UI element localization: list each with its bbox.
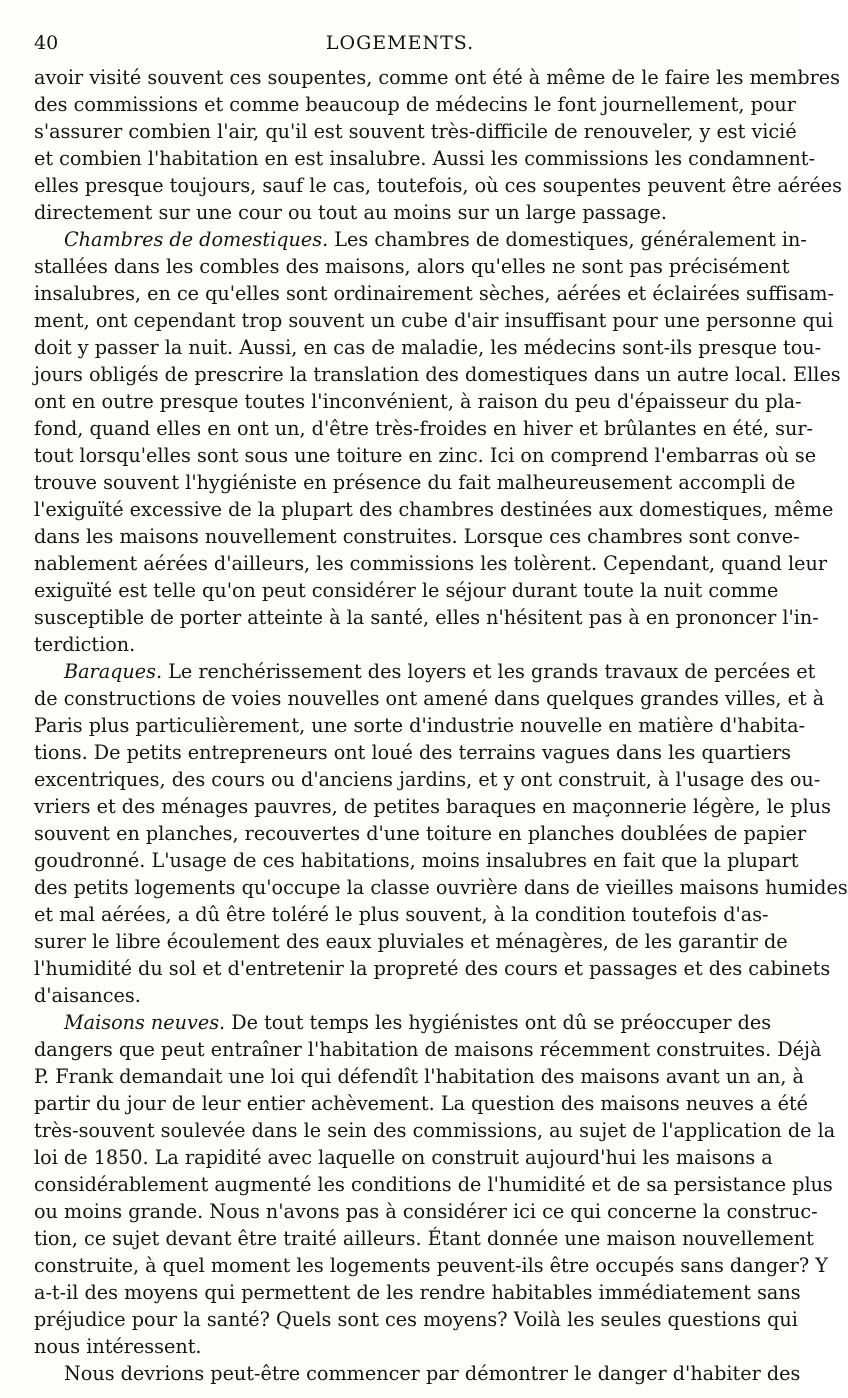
text-line: ou moins grande. Nous n'avons pas à considérer ici ce qui concerne la construc- (34, 1200, 818, 1223)
text-line: insalubres, en ce qu'elles sont ordinairement sèches, aérées et éclairées suffisam- (34, 282, 834, 305)
text-line: surer le libre écoulement des eaux pluviales et ménagères, de les garantir de (34, 930, 788, 953)
text-line: stallées dans les combles des maisons, alors qu'elles ne sont pas précisément (34, 255, 790, 278)
text-line: doit y passer la nuit. Aussi, en cas de maladie, les médecins sont-ils presque tou- (34, 336, 822, 359)
running-head: LOGEMENTS. (325, 32, 475, 54)
section-heading: Baraques. (64, 660, 163, 683)
section-heading: Chambres de domestiques. (64, 228, 329, 251)
text-line: avoir visité souvent ces soupentes, comme ont été à même de le faire les membres (34, 66, 840, 89)
text-line: partir du jour de leur entier achèvement. La question des maisons neuves a été (34, 1092, 809, 1115)
text-line: et combien l'habitation en est insalubre. Aussi les commissions les condamnent- (34, 147, 815, 170)
text-line: des commissions et comme beaucoup de médecins le font journellement, pour (34, 93, 796, 116)
text-line: P. Frank demandait une loi qui défendît l'habitation des maisons avant un an, à (34, 1065, 804, 1088)
text-line: d'aisances. (34, 984, 141, 1007)
text-fragment: De tout temps les hygiénistes ont dû se préoccuper des (225, 1011, 772, 1034)
text-line: vriers et des ménages pauvres, de petites baraques en maçonnerie légère, le plus (34, 795, 831, 818)
body-text (34, 64, 848, 1387)
text-line: nous intéressent. (34, 1335, 202, 1358)
text-line: nablement aérées d'ailleurs, les commissions les tolèrent. Cependant, quand leur (34, 552, 828, 575)
text-line: Paris plus particulièrement, une sorte d'industrie nouvelle en matière d'habita- (34, 714, 806, 737)
text-line: a-t-il des moyens qui permettent de les rendre habitables immédiatement sans (34, 1281, 801, 1304)
page-header (34, 30, 766, 56)
page-number: 40 (34, 32, 59, 54)
text-line: construite, à quel moment les logements peuvent-ils être occupés sans danger? Y (34, 1254, 828, 1277)
text-line: dangers que peut entraîner l'habitation de maisons récemment construites. Déjà (34, 1038, 822, 1061)
text-line: fond, quand elles en ont un, d'être très-froides en hiver et brûlantes en été, sur- (34, 417, 814, 440)
text-fragment: Le renchérissement des loyers et les grands travaux de percées et (162, 660, 816, 683)
text-line: Nous devrions peut-être commencer par démontrer le danger d'habiter des (64, 1362, 801, 1385)
text-line: tion, ce sujet devant être traité ailleurs. Étant donnée une maison nouvellement (34, 1227, 814, 1250)
paragraph-baraques (34, 658, 848, 1009)
text-line: l'humidité du sol et d'entretenir la propreté des cours et passages et des cabinets (34, 957, 831, 980)
text-line: s'assurer combien l'air, qu'il est souvent très-difficile de renouveler, y est vicié (34, 120, 797, 143)
text-line-first (34, 226, 807, 253)
text-line: tout lorsqu'elles sont sous une toiture en zinc. Ici on comprend l'embarras où se (34, 444, 817, 467)
text-line: exiguïté est telle qu'on peut considérer le séjour durant toute la nuit comme (34, 579, 779, 602)
text-line: ment, ont cependant trop souvent un cube d'air insuffisant pour une personne qui (34, 309, 834, 332)
text-line: et mal aérées, a dû être toléré le plus souvent, à la condition toutefois d'as- (34, 903, 769, 926)
text-line: considérablement augmenté les conditions de l'humidité et de sa persistance plus (34, 1173, 833, 1196)
text-line: excentriques, des cours ou d'anciens jardins, et y ont construit, à l'usage des ou- (34, 768, 821, 791)
text-line: des petits logements qu'occupe la classe ouvrière dans de vieilles maisons humides (34, 876, 848, 899)
text-line-first (34, 1009, 772, 1036)
paragraph-chambres-de-domestiques (34, 226, 841, 658)
text-line: ont en outre presque toutes l'inconvénient, à raison du peu d'épaisseur du pla- (34, 390, 802, 413)
text-line-first (34, 658, 816, 685)
text-line: tions. De petits entrepreneurs ont loué des terrains vagues dans les quartiers (34, 741, 791, 764)
text-line: elles presque toujours, sauf le cas, toutefois, où ces soupentes peuvent être aérées (34, 174, 842, 197)
paragraph-maisons-neuves (34, 1009, 836, 1360)
section-heading: Maisons neuves. (64, 1011, 226, 1034)
text-fragment: Les chambres de domestiques, généralement in- (328, 228, 807, 251)
text-line: terdiction. (34, 633, 136, 656)
text-line: souvent en planches, recouvertes d'une toiture en planches doublées de papier (34, 822, 807, 845)
text-line: trouve souvent l'hygiéniste en présence du fait malheureusement accompli de (34, 471, 796, 494)
paragraph-soupentes (34, 64, 842, 226)
text-line: directement sur une cour ou tout au moins sur un large passage. (34, 201, 667, 224)
text-line: préjudice pour la santé? Quels sont ces moyens? Voilà les seules questions qui (34, 1308, 798, 1331)
text-line: dans les maisons nouvellement construites. Lorsque ces chambres sont conve- (34, 525, 800, 548)
paragraph-final (34, 1360, 801, 1387)
text-line: de constructions de voies nouvelles ont amené dans quelques grandes villes, et à (34, 687, 825, 710)
text-line: goudronné. L'usage de ces habitations, moins insalubres en fait que la plupart (34, 849, 799, 872)
text-line: l'exiguïté excessive de la plupart des chambres destinées aux domestiques, même (34, 498, 834, 521)
text-line: jours obligés de prescrire la translation des domestiques dans un autre local. Elles (34, 363, 841, 386)
text-line: loi de 1850. La rapidité avec laquelle on construit aujourd'hui les maisons a (34, 1146, 773, 1169)
text-line: susceptible de porter atteinte à la santé, elles n'hésitent pas à en prononcer l'in- (34, 606, 819, 629)
text-line: très-souvent soulevée dans le sein des commissions, au sujet de l'application de la (34, 1119, 836, 1142)
